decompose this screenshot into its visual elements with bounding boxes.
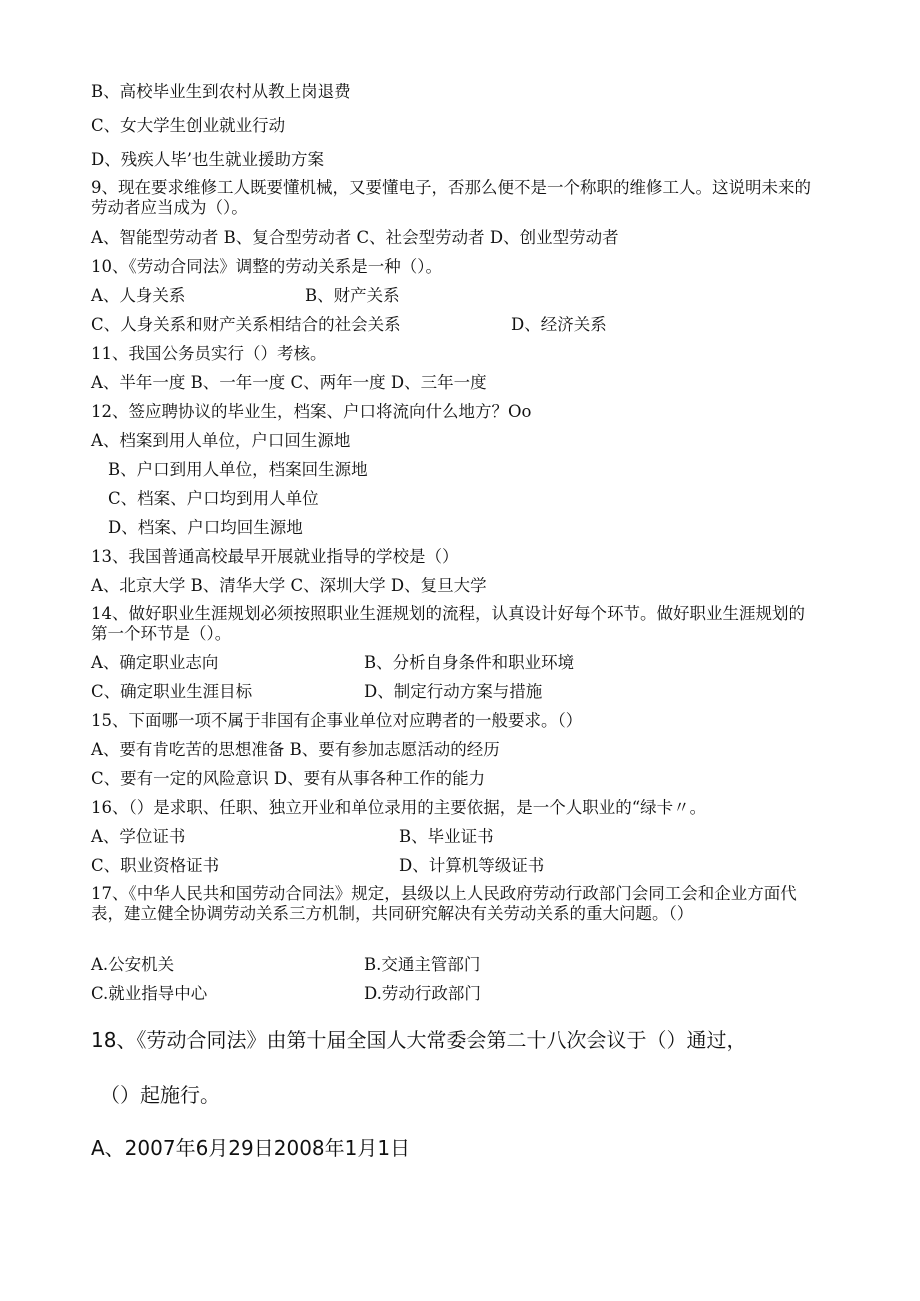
option-c: C、档案、户口均到用人单位 <box>108 489 319 508</box>
option-c: C、人身关系和财产关系相结合的社会关系 <box>91 315 401 334</box>
option-d: D、制定行动方案与措施 <box>364 682 543 701</box>
question-15: 15、下面哪一项不属于非国有企事业单位对应聘者的一般要求。（） <box>91 711 583 730</box>
option-a: A、确定职业志向 <box>91 653 219 672</box>
question-16: 16、（）是求职、任职、独立开业和单位录用的主要依据，是一个人职业的“绿卡〃。 <box>91 798 707 817</box>
option-a: A、2007年6月29日2008年1月1日 <box>91 1136 411 1160</box>
question-11: 11、我国公务员实行（）考核。 <box>91 344 327 363</box>
question-18-continuation: （）起施行。 <box>100 1083 220 1107</box>
option-b: B.交通主管部门 <box>364 955 481 974</box>
option-b: B、毕业证书 <box>399 827 494 846</box>
option-line: B、高校毕业生到农村从教上岗退费 <box>91 82 351 101</box>
question-12: 12、签应聘协议的毕业生，档案、户口将流向什么地方？Oo <box>91 402 532 421</box>
question-13: 13、我国普通高校最早开展就业指导的学校是（） <box>91 547 459 566</box>
question-9: 9、现在要求维修工人既要懂机械，又要懂电子，否那么便不是一个称职的维修工人。这说明未来的劳动者应当成为（）。 <box>91 178 811 217</box>
option-b: B、分析自身条件和职业环境 <box>364 653 575 672</box>
question-13-options: A、北京大学 B、清华大学 C、深圳大学 D、复旦大学 <box>91 576 487 595</box>
option-d: D.劳动行政部门 <box>364 984 481 1003</box>
option-c: C、确定职业生涯目标 <box>91 682 253 701</box>
option-a: A.公安机关 <box>91 955 175 974</box>
question-15-options-cd: C、要有一定的风险意识 D、要有从事各种工作的能力 <box>91 769 486 788</box>
option-d: D、经济关系 <box>511 315 607 334</box>
question-10: 10、《劳动合同法》调整的劳动关系是一种（）。 <box>91 257 442 276</box>
question-9-options: A、智能型劳动者 B、复合型劳动者 C、社会型劳动者 D、创业型劳动者 <box>91 228 619 247</box>
question-14: 14、做好职业生涯规划必须按照职业生涯规划的流程，认真设计好每个环节。做好职业生涯规划的第一个环节是（）。 <box>91 604 805 643</box>
option-a: A、档案到用人单位，户口回生源地 <box>91 431 351 450</box>
option-d: D、档案、户口均回生源地 <box>108 518 303 537</box>
option-d: D、计算机等级证书 <box>399 856 545 875</box>
question-15-options-ab: A、要有肯吃苦的思想准备 B、要有参加志愿活动的经历 <box>91 740 500 759</box>
option-c: C、职业资格证书 <box>91 856 220 875</box>
option-b: B、户口到用人单位，档案回生源地 <box>108 460 368 479</box>
option-c: C.就业指导中心 <box>91 984 208 1003</box>
option-b: B、财产关系 <box>305 286 400 305</box>
option-a: A、人身关系 <box>91 286 186 305</box>
option-line: D、残疾人毕’也生就业援助方案 <box>91 150 324 169</box>
question-18: 18、《劳动合同法》由第十届全国人大常委会第二十八次会议于（）通过， <box>91 1028 747 1052</box>
option-a: A、学位证书 <box>91 827 186 846</box>
question-11-options: A、半年一度 B、一年一度 C、两年一度 D、三年一度 <box>91 373 487 392</box>
question-17: 17、《中华人民共和国劳动合同法》规定，县级以上人民政府劳动行政部门会同工会和企业方面代表，建立健全协调劳动关系三方机制，共同研究解决有关劳动关系的重大问题。（） <box>91 884 797 923</box>
option-line: C、女大学生创业就业行动 <box>91 116 286 135</box>
